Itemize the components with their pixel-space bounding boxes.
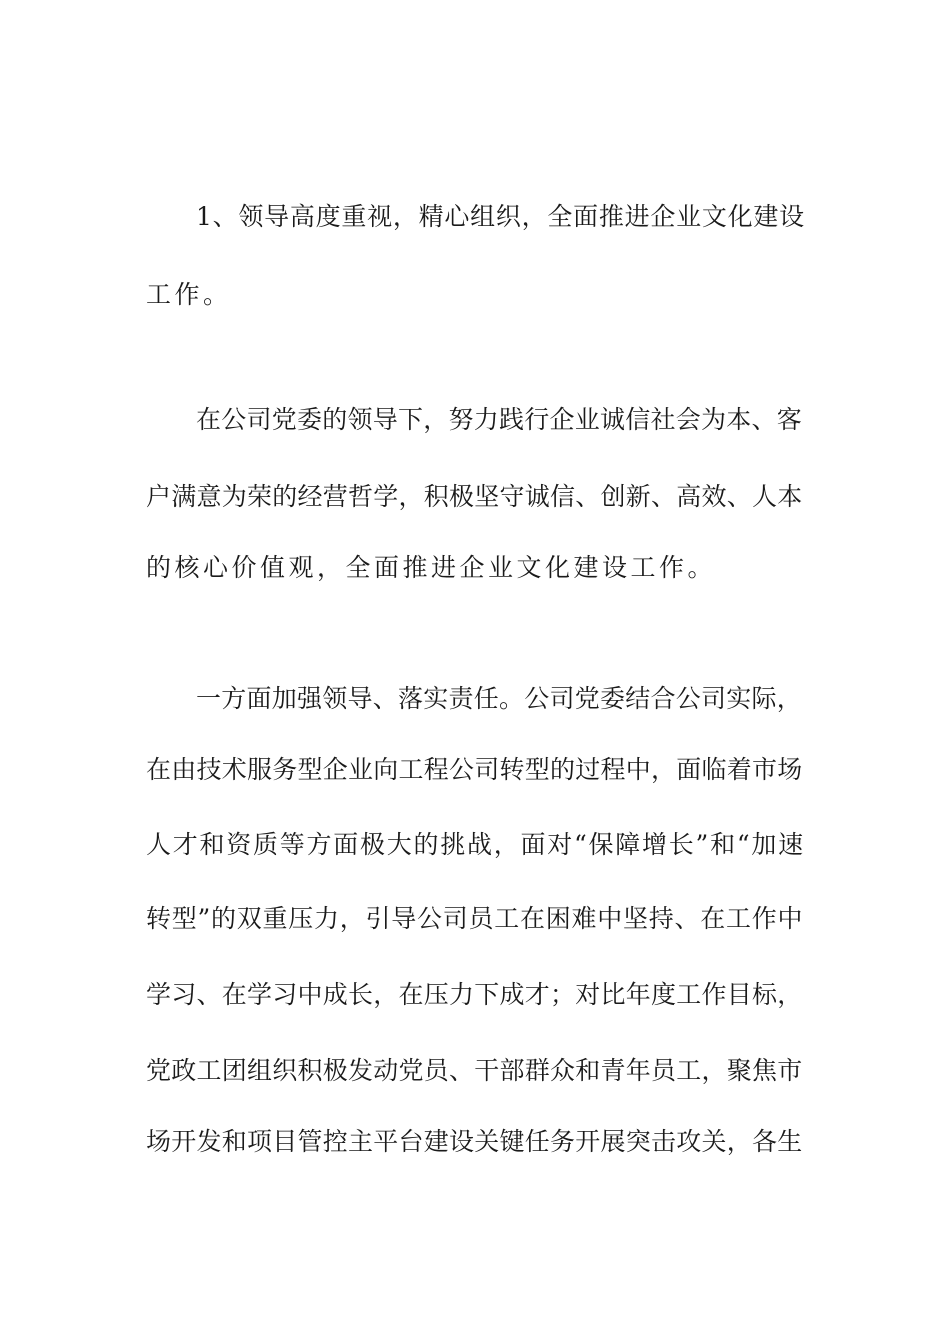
paragraph-line: 在公司党委的领导下，努力践行企业诚信社会为本、客 [196,405,803,434]
heading-line: 工作。 [146,280,232,309]
paragraph-line: 在由技术服务型企业向工程公司转型的过程中，面临着市场 [146,755,803,784]
paragraph-line: 学习、在学习中成长，在压力下成才；对比年度工作目标， [146,980,803,1009]
paragraph-line: 一方面加强领导、落实责任。公司党委结合公司实际， [196,684,803,713]
paragraph-line: 的核心价值观，全面推进企业文化建设工作。 [146,553,717,582]
paragraph-line: 转型”的双重压力，引导公司员工在困难中坚持、在工作中 [146,904,804,933]
paragraph-line: 户满意为荣的经营哲学，积极坚守诚信、创新、高效、人本 [146,482,803,511]
paragraph-line: 党政工团组织积极发动党员、干部群众和青年员工，聚焦市 [146,1056,803,1085]
heading-line: 1、领导高度重视，精心组织，全面推进企业文化建设 [196,202,805,231]
paragraph-line: 场开发和项目管控主平台建设关键任务开展突击攻关，各生 [146,1127,803,1156]
paragraph-line: 人才和资质等方面极大的挑战，面对“保障增长”和“加速 [146,830,805,859]
